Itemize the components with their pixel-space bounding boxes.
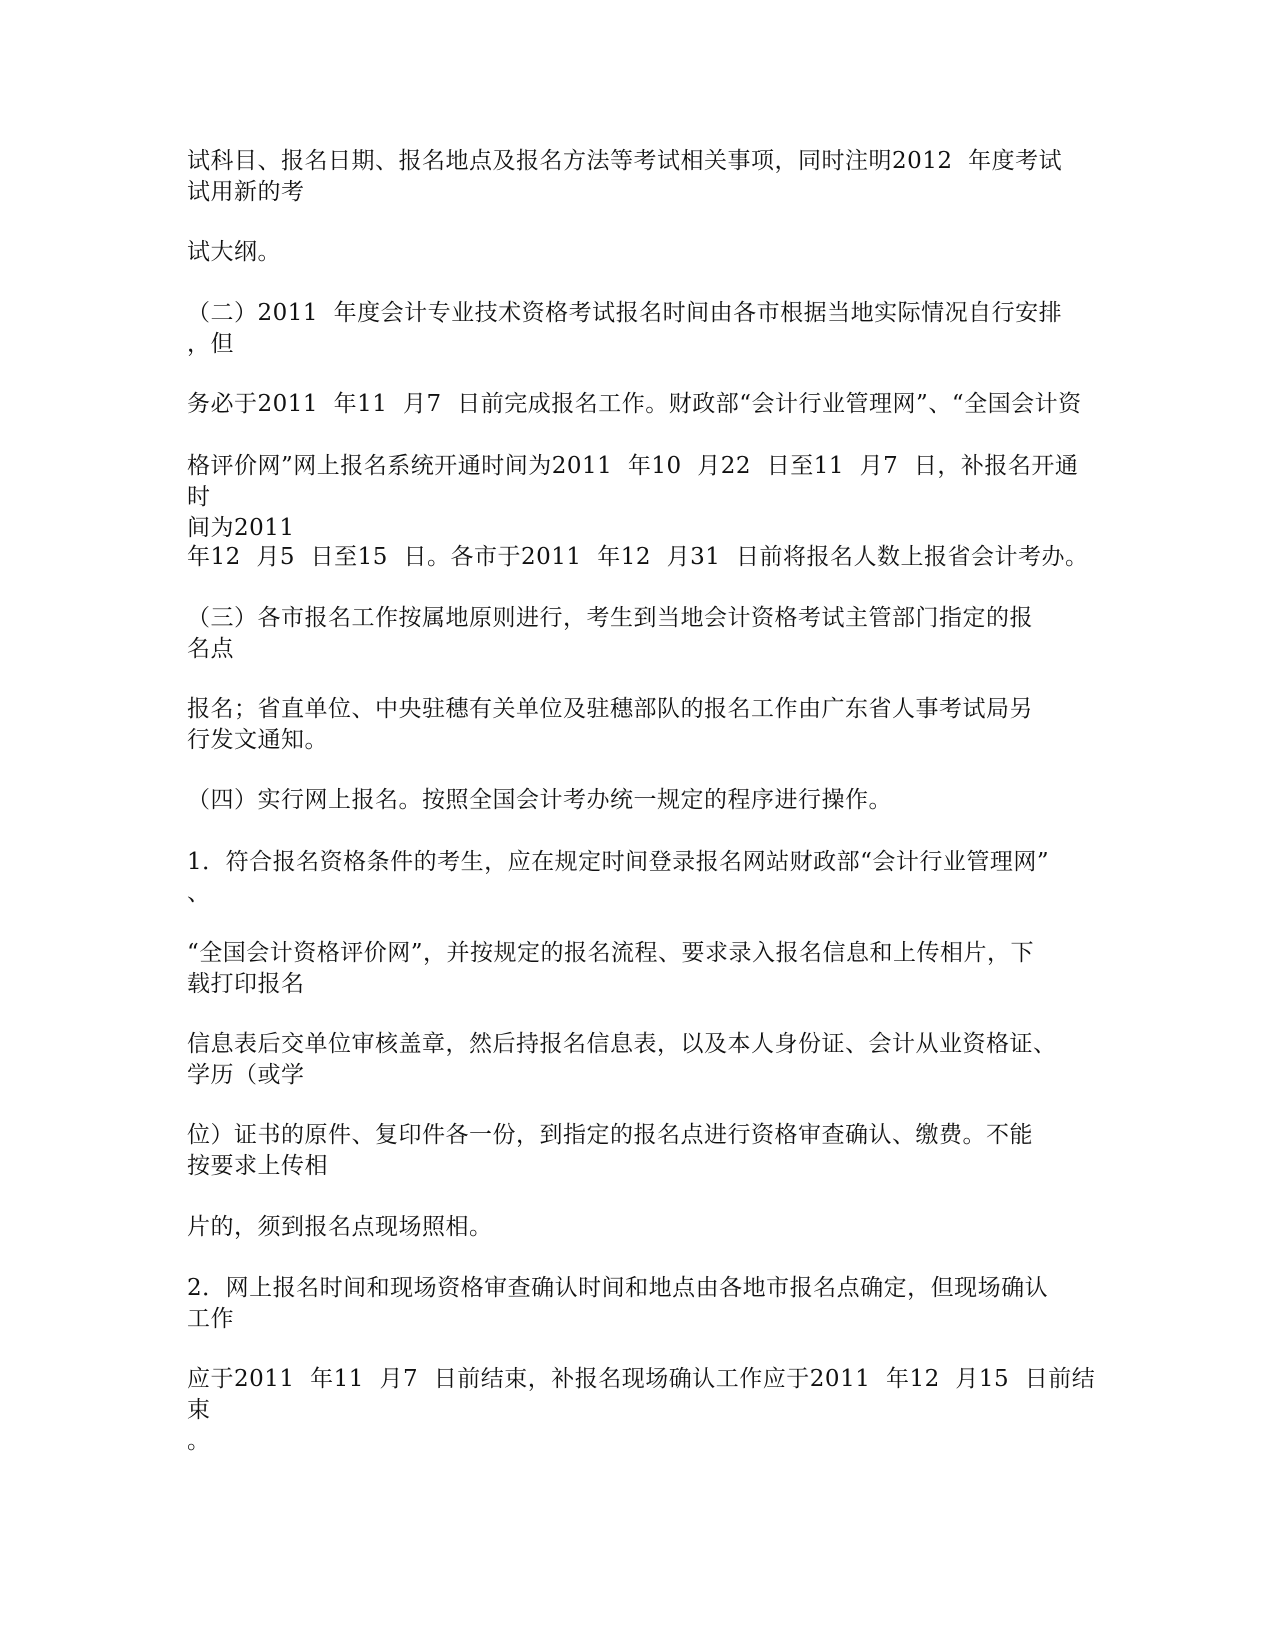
paragraph-7: （三）各市报名工作按属地原则进行，考生到当地会计资格考试主管部门指定的报 名点 bbox=[187, 605, 1033, 662]
paragraph-9: （四）实行网上报名。按照全国会计考办统一规定的程序进行操作。 bbox=[187, 787, 892, 813]
paragraph-15: 2．网上报名时间和现场资格审查确认时间和地点由各地市报名点确定，但现场确认 工作 bbox=[187, 1275, 1049, 1332]
paragraph-2: 试大纲。 bbox=[187, 239, 281, 265]
paragraph-8: 报名；省直单位、中央驻穗有关单位及驻穗部队的报名工作由广东省人事考试局另 行发文通知。 bbox=[187, 696, 1033, 753]
paragraph-12: 信息表后交单位审核盖章，然后持报名信息表，以及本人身份证、会计从业资格证、 学历（或学 bbox=[187, 1031, 1057, 1088]
paragraph-14: 片的，须到报名点现场照相。 bbox=[187, 1214, 493, 1240]
paragraph-13: 位）证书的原件、复印件各一份，到指定的报名点进行资格审查确认、缴费。不能 按要求上传相 bbox=[187, 1122, 1033, 1179]
paragraph-16: 应于2011 年11 月7 日前结束，补报名现场确认工作应于2011 年12 月15 日前结束 。 bbox=[187, 1366, 1096, 1454]
paragraph-1: 试科目、报名日期、报名地点及报名方法等考试相关事项，同时注明2012 年度考试 试用新的考 bbox=[187, 148, 1063, 205]
paragraph-4: 务必于2011 年11 月7 日前完成报名工作。财政部“会计行业管理网”、“全国会计资 bbox=[187, 391, 1082, 417]
paragraph-11: “全国会计资格评价网”，并按规定的报名流程、要求录入报名信息和上传相片，下 载打印报名 bbox=[187, 940, 1035, 997]
paragraph-5: 格评价网”网上报名系统开通时间为2011 年10 月22 日至11 月7 日，补报名开通时 间为2011 bbox=[187, 453, 1079, 541]
paragraph-3: （二）2011 年度会计专业技术资格考试报名时间由各市根据当地实际情况自行安排 ，但 bbox=[187, 300, 1063, 357]
paragraph-10: 1．符合报名资格条件的考生，应在规定时间登录报名网站财政部“会计行业管理网” 、 bbox=[187, 849, 1050, 906]
paragraph-6: 年12 月5 日至15 日。各市于2011 年12 月31 日前将报名人数上报省会计考办。 bbox=[187, 544, 1089, 570]
